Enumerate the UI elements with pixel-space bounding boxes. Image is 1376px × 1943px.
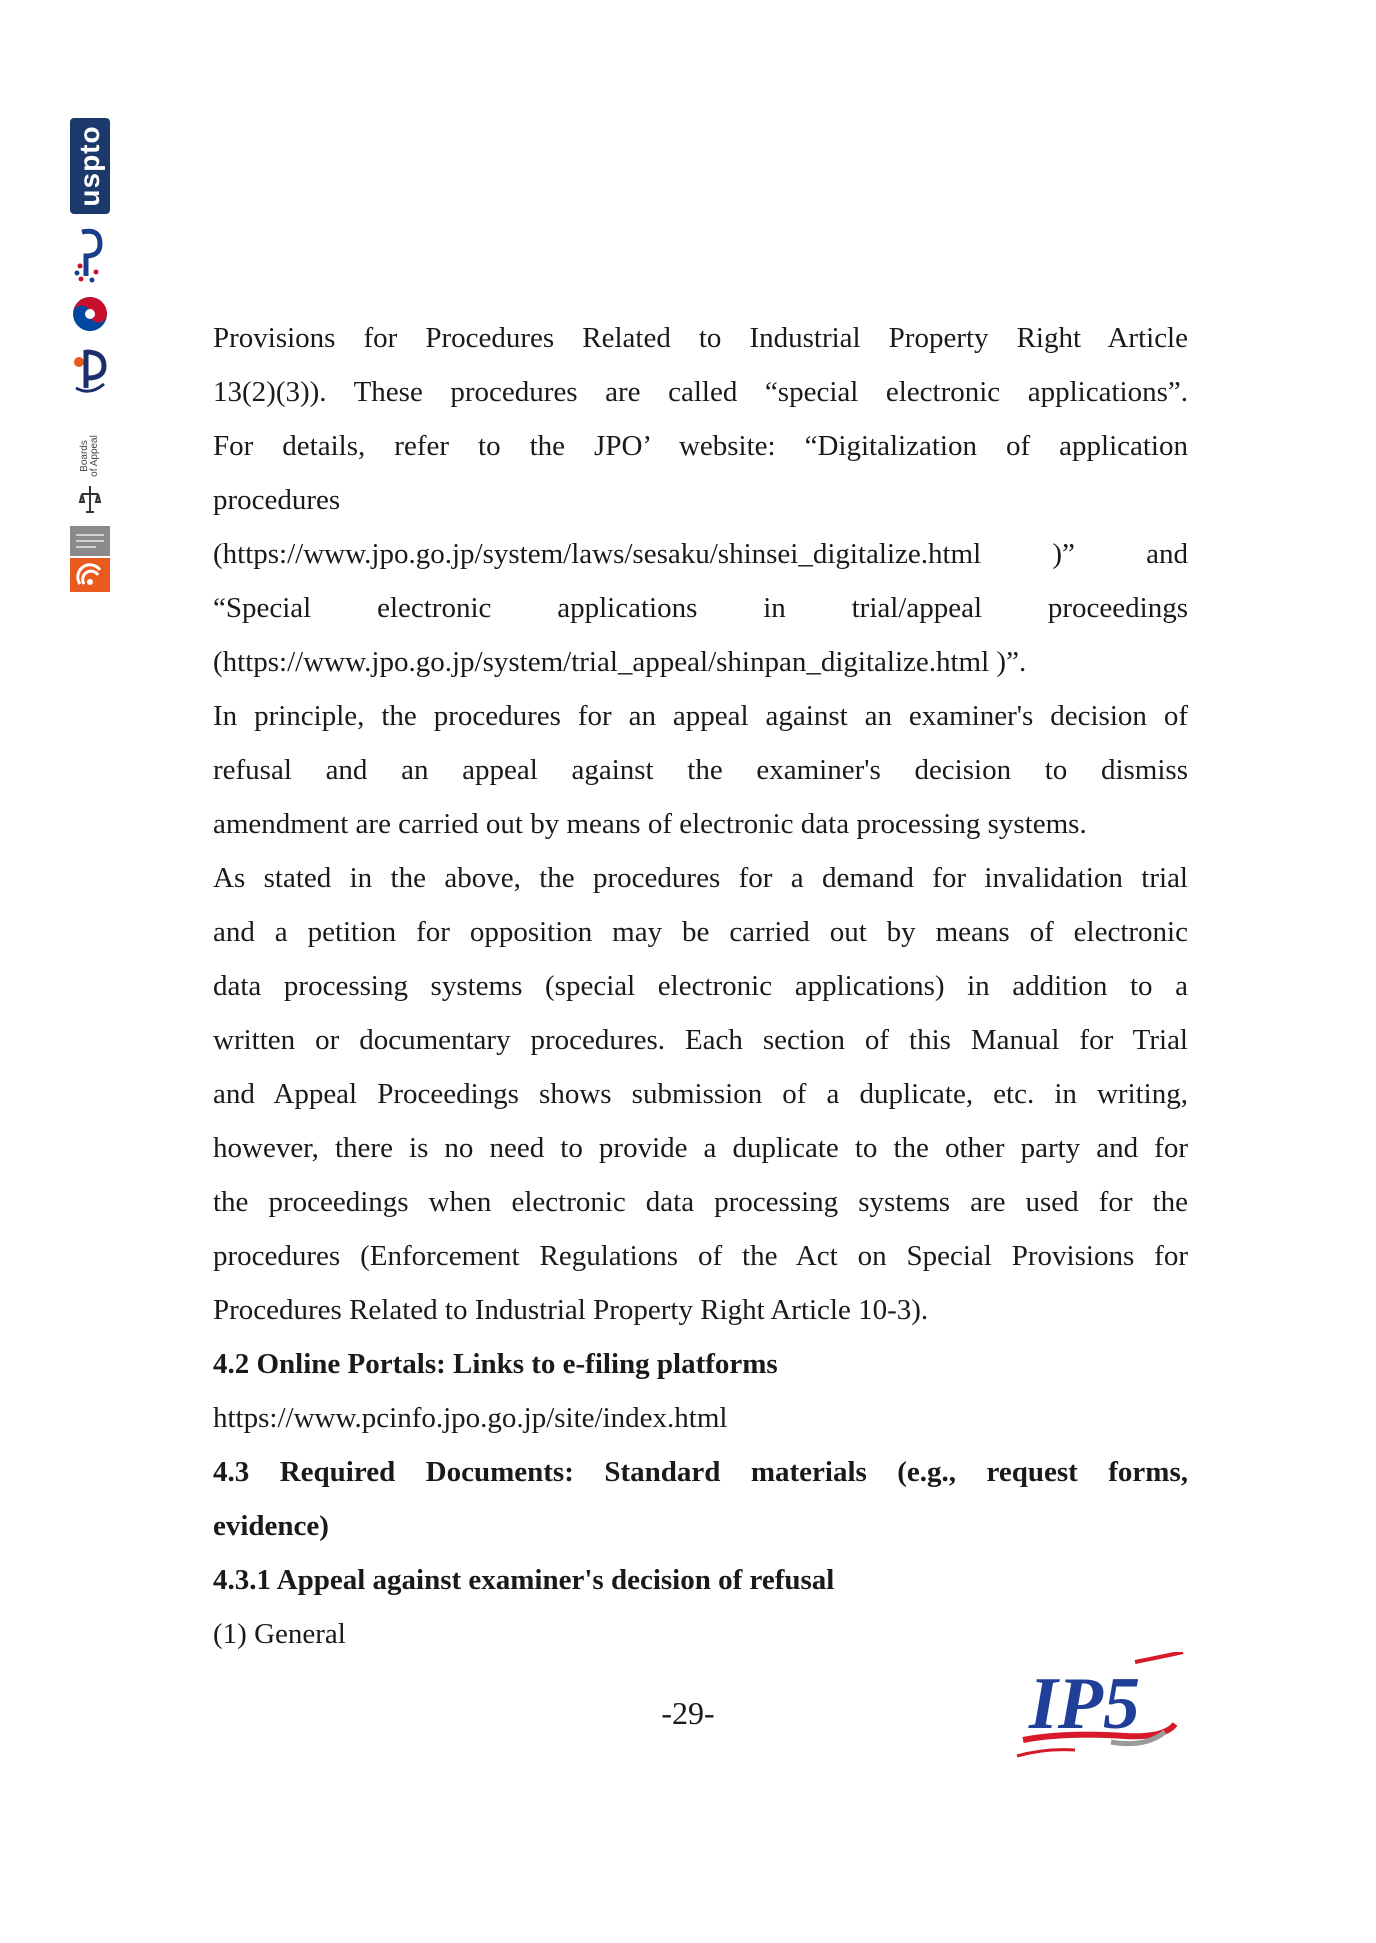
url-line: (https://www.jpo.go.jp/system/trial_appeal/shinpan_digitalize.html )”.: [213, 646, 1027, 678]
text-line: written or documentary procedures. Each section of this Manual for Trial: [213, 1024, 1188, 1056]
text-line: and a petition for opposition may be carried out by means of electronic: [213, 916, 1188, 948]
jpo-logo: [70, 526, 110, 592]
text-line: As stated in the above, the procedures for a demand for invalidation trial: [213, 862, 1188, 894]
kipo-logo: [70, 294, 110, 334]
page-number: -29-: [661, 1695, 715, 1731]
section-heading-4-3-cont: evidence): [213, 1510, 329, 1542]
text-line: and Appeal Proceedings shows submission of a duplicate, etc. in writing,: [213, 1078, 1188, 1110]
boards-of-appeal-logo: [68, 408, 112, 518]
section-heading-4-3-1: 4.3.1 Appeal against examiner's decision of refusal: [213, 1564, 835, 1596]
text-line: “Special electronic applications in trial/appeal proceedings: [213, 592, 1188, 624]
text-line: refusal and an appeal against the examiner's decision to dismiss: [213, 754, 1188, 786]
url-line: (https://www.jpo.go.jp/system/laws/sesaku/shinsei_digitalize.html )” and: [213, 538, 1188, 570]
cnipa-logo: [70, 344, 110, 398]
text-line: the proceedings when electronic data processing systems are used for the: [213, 1186, 1188, 1218]
boa-label-line-1: Boards: [79, 440, 90, 472]
text-line: amendment are carried out by means of electronic data processing systems.: [213, 808, 1087, 840]
ip5-logo: [1015, 1652, 1185, 1762]
list-item: (1) General: [213, 1618, 346, 1650]
text-line: however, there is no need to provide a duplicate to the other party and for: [213, 1132, 1188, 1164]
text-line: data processing systems (special electronic applications) in addition to a: [213, 970, 1188, 1002]
text-line: Provisions for Procedures Related to Industrial Property Right Article: [213, 322, 1188, 354]
ip5-logo-text: IP5: [1029, 1663, 1140, 1745]
text-line: procedures (Enforcement Regulations of the Act on Special Provisions for: [213, 1240, 1188, 1272]
text-line: 13(2)(3)). These procedures are called “special electronic applications”.: [213, 376, 1188, 408]
text-line: In principle, the procedures for an appeal against an examiner's decision of: [213, 700, 1188, 732]
epo-logo: [72, 226, 108, 284]
text-line: procedures: [213, 484, 341, 516]
boa-label-line-2: of Appeal: [89, 435, 100, 477]
text-line: For details, refer to the JPO’ website: “Digitalization of application: [213, 430, 1188, 462]
boa-label: [80, 435, 100, 477]
text-line: Procedures Related to Industrial Property Right Article 10-3).: [213, 1294, 929, 1326]
uspto-logo: [70, 118, 110, 214]
document-body: [213, 311, 1188, 1661]
section-heading-4-3: 4.3 Required Documents: Standard materials (e.g., request forms,: [213, 1456, 1188, 1488]
ip5-offices-logo-strip: [64, 118, 116, 558]
boa-scales-icon: [78, 484, 102, 514]
uspto-logo-text: uspto: [74, 125, 105, 207]
portal-url: https://www.pcinfo.jpo.go.jp/site/index.html: [213, 1402, 728, 1434]
section-heading-4-2: 4.2 Online Portals: Links to e-filing platforms: [213, 1348, 778, 1380]
